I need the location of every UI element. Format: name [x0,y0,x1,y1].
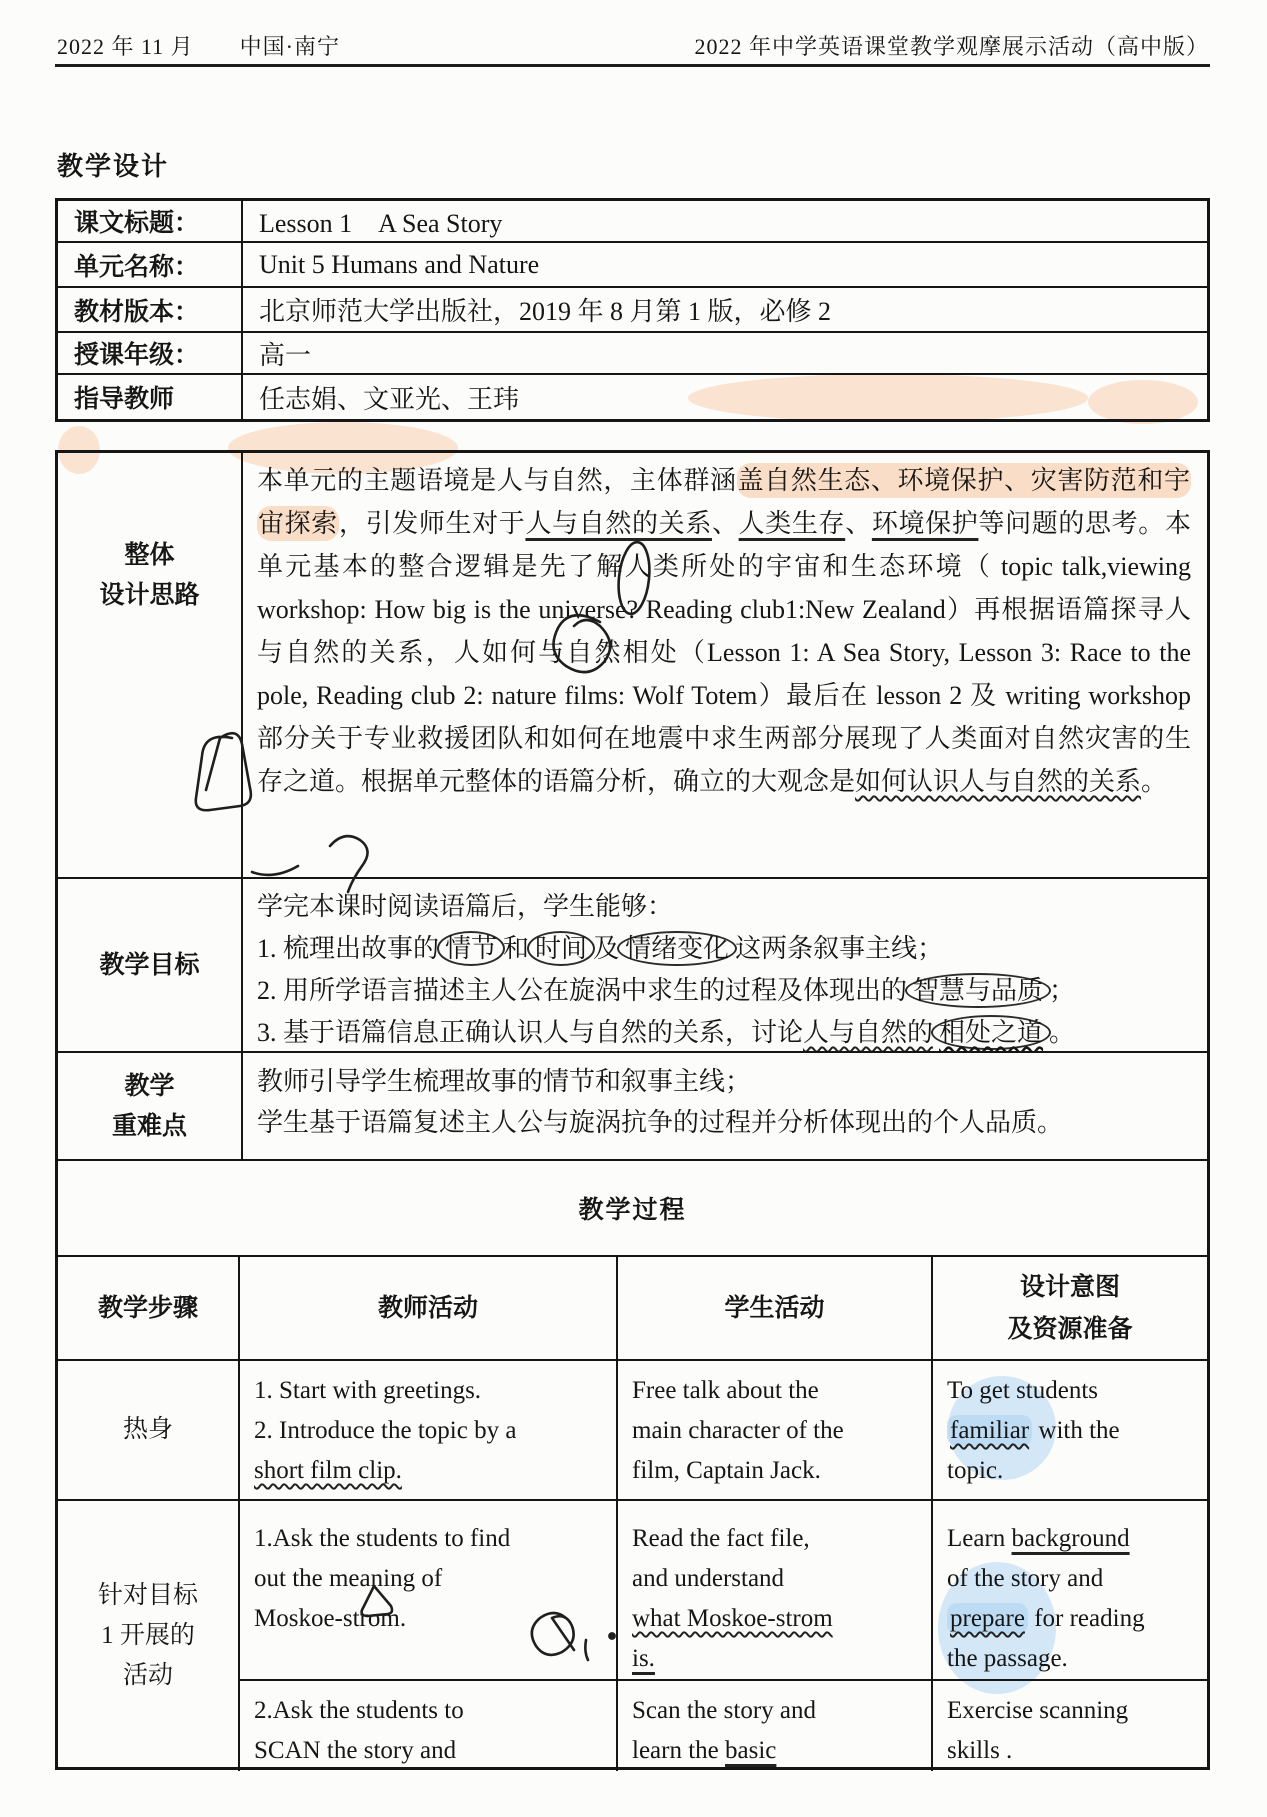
row-value: Lesson 1 A Sea Story [259,208,503,238]
header-event-title: 2022 年中学英语课堂教学观摩展示活动（高中版） [694,34,1209,59]
objectives-line [257,970,1191,1012]
text-segment: 如何认识人与自然的关系 [855,767,1142,796]
text-segment: 人类生存 [738,509,846,538]
step-label: 热身 [58,1361,240,1499]
text-segment: Free talk about the [632,1377,819,1404]
text-segment: 情绪变化 [617,931,737,966]
text-segment: 2. Introduce the topic by a [254,1417,517,1444]
student-activity [618,1361,933,1499]
process-title-row [58,1161,1207,1257]
text-segment: 这两条叙事主线； [735,934,944,963]
objectives-line [257,1012,1191,1051]
text-segment: 。 [1141,767,1168,796]
row-label: 教学目标 [58,879,243,1051]
text-segment: Scan the story and [632,1697,816,1724]
text-segment: 环境保护 [871,509,979,538]
step-line: 针对目标 [97,1582,198,1609]
row-value: 北京师范大学出版社，2019 年 8 月第 1 版，必修 2 [259,297,832,326]
row-label [58,453,243,877]
text-segment: background [1011,1525,1130,1552]
objectives-text [243,879,1207,1051]
text-segment: familiar [947,1415,1032,1446]
table-row [58,375,1207,419]
text-segment: 人与自然的 [803,1018,934,1047]
column-header: 学生活动 [618,1257,933,1359]
teacher-activity-column [240,1501,618,1771]
student-activity-column [618,1501,933,1771]
objectives-line [257,928,1191,970]
overall-design-paragraph [243,453,1207,877]
header-divider [55,64,1210,67]
column-header: 教师活动 [240,1257,618,1359]
step-label [58,1501,240,1771]
teacher-activity [240,1681,616,1771]
text-segment: Moskoe-strom. [254,1605,407,1632]
text-segment: 学完本课时阅读语篇后，学生能够： [257,892,674,921]
document-title: 教学设计 [57,151,170,181]
text-segment: 及 [593,934,620,963]
text-segment: and understand [632,1565,785,1592]
design-purpose-column [933,1501,1207,1771]
teacher-activity [240,1501,616,1681]
row-value: Unit 5 Humans and Nature [259,249,540,279]
text-segment: ，引发师生对于 [338,509,526,538]
text-segment: learn the [632,1737,726,1764]
header-line: 设计意图 [1019,1273,1120,1301]
table-row [58,288,1207,333]
row-label: 教材版本： [58,288,243,331]
text-segment: 1. Start with greetings. [254,1377,482,1404]
key-points-line: 学生基于语篇复述主人公与旋涡抗争的过程并分析体现出的个人品质。 [257,1108,1064,1137]
text-segment: 时间 [527,931,595,966]
label-line: 设计思路 [99,581,200,609]
objectives-line [257,886,1191,928]
text-segment: with the [1032,1417,1120,1444]
text-segment: 1.Ask the students to find [254,1525,511,1552]
text-segment: what Moskoe-strom [632,1605,833,1632]
text-segment: film, Captain Jack. [632,1457,821,1484]
overall-design-row [58,453,1207,879]
key-points-row [58,1053,1207,1161]
table-row [58,333,1207,375]
text-segment: 智慧与品质 [905,973,1051,1008]
column-header [933,1257,1207,1359]
row-value: 任志娟、文亚光、王玮 [259,384,520,414]
student-activity [618,1681,931,1771]
process-header-row [58,1257,1207,1361]
teaching-design-table [55,450,1210,1770]
text-segment: 本单元的主题语境是人与自然，主体群涵 [257,466,737,495]
text-segment: 盖自然生态、环境保护、灾害防范和宇宙探索 [257,463,1191,541]
table-row [58,201,1207,243]
text-segment: 相处之道 [931,1015,1051,1050]
warmup-row [58,1361,1207,1501]
text-segment: SCAN the story and [254,1737,457,1764]
design-purpose [933,1501,1207,1681]
text-segment: is. [632,1645,655,1672]
column-header: 教学步骤 [58,1257,240,1359]
design-purpose [933,1361,1207,1499]
text-segment: for reading [1027,1605,1145,1632]
teacher-activity [240,1361,618,1499]
text-segment: 2.Ask the students to [254,1697,464,1724]
design-purpose [933,1681,1207,1771]
text-segment: 。 [1049,1018,1076,1047]
text-segment: short film clip. [254,1457,402,1484]
student-activity [618,1501,931,1681]
text-segment: To get students [947,1377,1099,1404]
text-segment: 和 [503,934,530,963]
header-line: 及资源准备 [1007,1315,1133,1343]
header-date-location: 2022 年 11 月 中国·南宁 [57,34,341,59]
row-label: 课文标题： [58,201,243,241]
text-segment: 人与自然的关系 [525,509,712,538]
process-title: 教学过程 [578,1196,687,1224]
label-line: 整体 [124,541,175,569]
text-segment: out the meaning of [254,1565,443,1592]
step-line: 1 开展的 [101,1622,195,1649]
row-label: 指导教师 [58,375,243,419]
key-points-text [243,1053,1207,1159]
text-segment: prepare [947,1603,1028,1634]
text-segment: ； [1049,976,1076,1005]
text-segment: skills . [947,1737,1013,1764]
row-label [58,1053,243,1159]
label-line: 重难点 [111,1112,187,1140]
text-segment: basic [725,1737,777,1764]
text-segment: 1. 梳理出故事的 [257,934,440,963]
label-line: 教学 [124,1072,175,1100]
row-label: 授课年级： [58,333,243,373]
text-segment: 、 [711,509,739,538]
step-line: 活动 [122,1662,173,1689]
text-segment: Exercise scanning [947,1697,1129,1724]
text-segment: the passage. [947,1645,1068,1672]
text-segment: Learn [947,1525,1012,1552]
table-row [58,243,1207,288]
goal1-row [58,1501,1207,1771]
row-value: 高一 [259,340,312,370]
text-segment: Read the fact file, [632,1525,810,1552]
text-segment: 情节 [437,931,505,966]
text-segment: topic. [947,1457,1004,1484]
objectives-row [58,879,1207,1053]
text-segment: 等问题的思考。本单元基本的整合逻辑是先了解人类所处的宇宙和生态环境（ topic talk,viewing workshop: How big is the universe? Reading club1:New Zealand）再根据语篇探寻人与自然的关系，人如何与自然相处（Lesson 1: A Sea Story, Lesson 3: Race to the pole, Reading club 2: nature films: Wolf Totem）最后在 lesson 2 及 writing workshop 部分关于专业救援团队和如何在地震中求生两部分展现了人类面对自然灾害的生存之道。根据单元整体的语篇分析，确立的大观念是 [257,509,1191,796]
lesson-info-table [55,198,1210,422]
text-segment: 2. 用所学语言描述主人公在旋涡中求生的过程及体现出的 [257,976,908,1005]
text-segment: 、 [845,509,872,538]
text-segment: main character of the [632,1417,844,1444]
key-points-line: 教师引导学生梳理故事的情节和叙事主线； [257,1067,752,1096]
text-segment: 3. 基于语篇信息正确认识人与自然的关系，讨论 [257,1018,804,1047]
row-label: 单元名称： [58,243,243,286]
text-segment: of the story and [947,1565,1104,1592]
